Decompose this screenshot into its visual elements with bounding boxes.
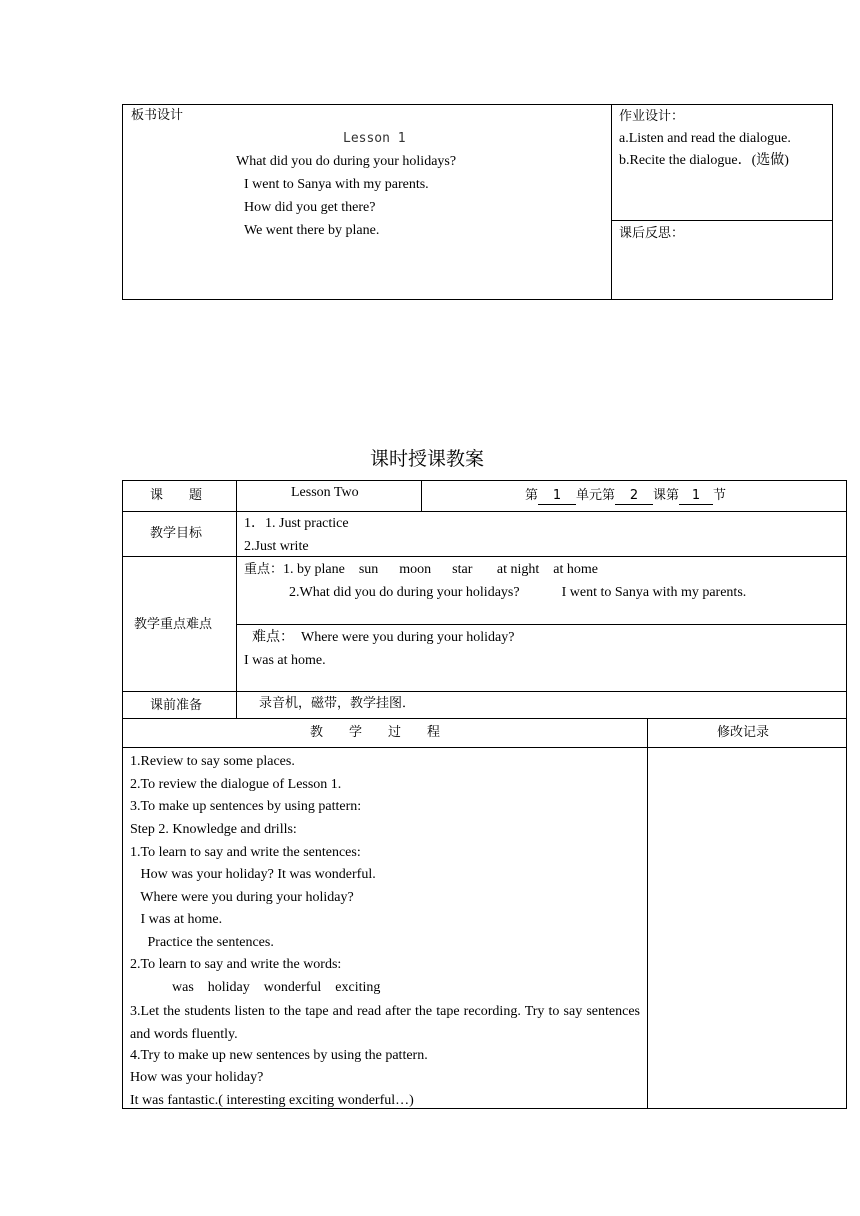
key-points-items: 1. by plane sun moon star at night at home xyxy=(283,562,598,577)
process-line: was holiday wonderful exciting xyxy=(130,980,381,995)
board-design-label: 板书设计 xyxy=(131,108,184,123)
goal-line: 2.Just write xyxy=(244,539,309,554)
lesson-mid: 课第 xyxy=(653,488,680,503)
col-divider xyxy=(236,480,237,718)
lesson-number: 2 xyxy=(615,488,653,505)
board-table-row-divider xyxy=(611,220,833,221)
row-divider xyxy=(122,691,847,692)
process-line: I was at home. xyxy=(130,912,223,927)
unit-number: 1 xyxy=(538,488,576,505)
row-divider xyxy=(236,624,847,625)
board-table-divider xyxy=(611,104,612,300)
process-line: 2.To review the dialogue of Lesson 1. xyxy=(130,777,342,792)
row-divider xyxy=(122,718,847,719)
difficulty-line: 难点： Where were you during your holiday? xyxy=(252,630,515,645)
process-line: Where were you during your holiday? xyxy=(130,890,354,905)
process-line: It was fantastic.( interesting exciting wonderful…) xyxy=(130,1093,414,1108)
row-divider xyxy=(122,556,847,557)
board-line: How did you get there? xyxy=(244,200,376,215)
homework-item: a.Listen and read the dialogue. xyxy=(619,131,791,146)
revision-record-label: 修改记录 xyxy=(717,725,770,740)
board-line: I went to Sanya with my parents. xyxy=(244,177,429,192)
unit-suffix: 节 xyxy=(713,488,727,503)
unit-lesson-period xyxy=(525,487,726,505)
col-divider xyxy=(421,480,422,511)
page-title: 课时授课教案 xyxy=(370,448,485,470)
unit-mid: 单元第 xyxy=(576,488,616,503)
process-line: How was your holiday? xyxy=(130,1070,264,1085)
key-difficulty-label: 教学重点难点 xyxy=(134,617,213,632)
unit-prefix: 第 xyxy=(525,488,539,503)
lesson-heading: Lesson 1 xyxy=(343,131,406,146)
prep-value: 录音机，磁带，教学挂图． xyxy=(259,696,416,711)
period-number: 1 xyxy=(679,488,713,505)
homework-item: b.Recite the dialogue．(选做) xyxy=(619,153,789,168)
process-line: 3.Let the students listen to the tape and read after the tape recording. Try to say sentences and words fluently. xyxy=(130,1004,640,1042)
col-divider xyxy=(647,718,648,1109)
process-line: Practice the sentences. xyxy=(130,935,274,950)
goal-label: 教学目标 xyxy=(150,526,203,541)
row-divider xyxy=(122,747,847,748)
process-line: 1.To learn to say and write the sentences: xyxy=(130,845,361,860)
process-line: 2.To learn to say and write the words: xyxy=(130,957,342,972)
topic-label: 课 题 xyxy=(150,488,203,503)
process-line: 1.Review to say some places. xyxy=(130,754,295,769)
board-line: What did you do during your holidays? xyxy=(236,154,457,169)
board-line: We went there by plane. xyxy=(244,223,380,238)
key-points-line: 2.What did you do during your holidays? I went to Sanya with my parents. xyxy=(289,585,747,600)
process-line: Step 2. Knowledge and drills: xyxy=(130,822,297,837)
goal-line: 1．1. Just practice xyxy=(244,516,349,531)
reflection-label: 课后反思： xyxy=(619,226,685,241)
prep-label: 课前准备 xyxy=(150,698,203,713)
row-divider xyxy=(122,511,847,512)
topic-value: Lesson Two xyxy=(291,485,359,500)
process-line: 4.Try to make up new sentences by using the pattern. xyxy=(130,1048,428,1063)
key-points-line xyxy=(244,561,598,579)
difficulty-line: I was at home. xyxy=(244,653,326,668)
homework-label: 作业设计： xyxy=(619,109,685,124)
process-line: 3.To make up sentences by using pattern: xyxy=(130,799,362,814)
process-label: 教 学 过 程 xyxy=(310,725,441,740)
process-line: How was your holiday? It was wonderful. xyxy=(130,867,376,882)
key-points-prefix: 重点： xyxy=(244,562,284,577)
